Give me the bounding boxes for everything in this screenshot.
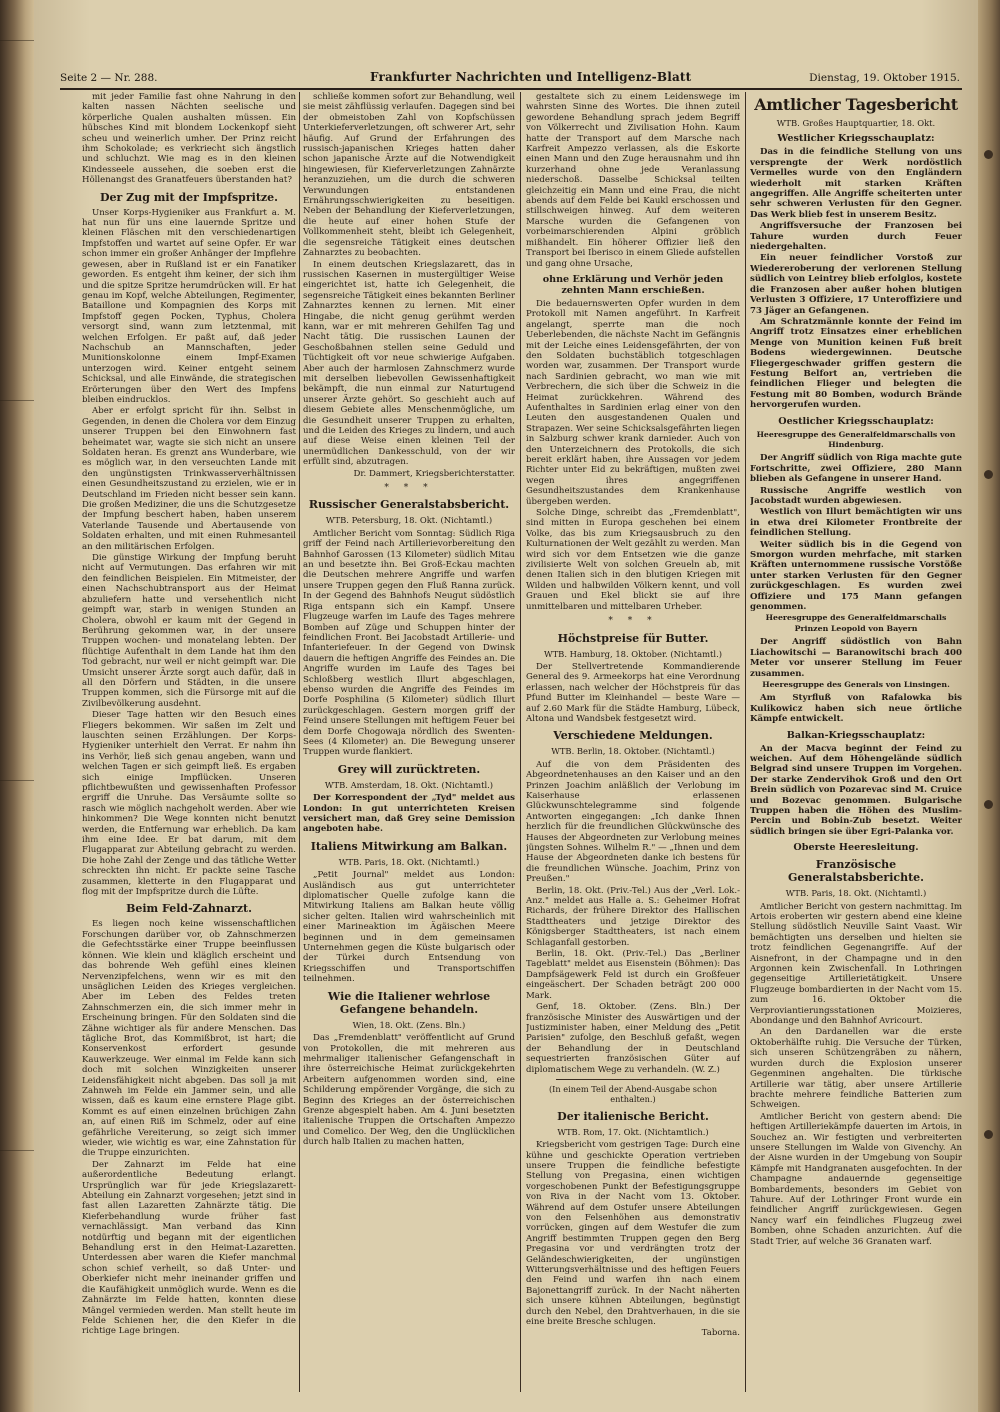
binding-hole — [984, 470, 993, 479]
article-text: Aber er erfolgt spricht für ihn. Selbst in Gegenden, in denen die Cholera vor dem Einzug unserer Truppen bei den Einwohnern fast beheimatet war, wagte sie sich nicht an unsere Soldaten heran. Es grenzt ans Wunderbare, wie es möglich war, in den verseuchten Lande mit den ungünstigsten Trinkwasserverhältnissen einen Gesundheitszustand zu erzielen, wie er in Deutschland im Frieden nicht besser sein kann. Die großen Mediziner, die uns die Schutzgesetze der Impfung beschert haben, haben unserem Vaterlande Tausende und Abertausende von Soldaten erhalten, und mit einen Ruhmesanteil an den militärischen Erfolgen. — [82, 406, 296, 552]
binding-hole — [984, 800, 993, 809]
dateline: WTB. Hamburg, 18. Oktober. (Nichtamtl.) — [543, 648, 723, 659]
article-text: Am Styrfluß von Rafalowka bis Kulikowicz haben sich neue örtliche Kämpfe entwickelt. — [750, 693, 962, 725]
headline-tagesbericht: Amtlicher Tagesbericht — [754, 95, 958, 114]
issue-date: Dienstag, 19. Oktober 1915. — [809, 72, 960, 84]
article-text: Solche Dinge, schreibt das „Fremdenblatt", sind mitten in Europa geschehen bei einem Volke, das bis zum Kriegsausbruch zu den Kulturnationen der Welt gezählt zu werden. Man wird sich vor dem Entsetzen wie die ganze zivilisierte Welt von solchen Greueln ab, mit denen Italien sich in den blutigen Kriegen mit Wilden und halbwilden Völkern kennt, und voll Grauen und Ekel blickt sie auf ihre unmittelbaren und mittelbaren Urheber. — [526, 508, 740, 612]
article-text: Es liegen noch keine wissenschaftlichen Forschungen darüber vor, ob Zahnschmerzen die Gefechtsstärke einer Truppe beeinflussen können. Wie klein und kläglich erscheint und das bohrende Weh gefühl eines kleinen Nervenzipfelchens, wenn wir es mit den unsäglichen Leiden des Krieges vergleichen. Aber im Leben des Feldes treten Zahnschmerzen ein, die sich immer mehr in Erscheinung bringen. Für den Soldaten sind die Zähne wichtiger als für andere Menschen. Das tägliche Brot, das Kommißbrot, ist hart; die Konservenkost erfordert gesunde Kauwerkzeuge. Wer einmal im Felde kann sich doch mit solchen Winzigkeiten unserer Leidensfähigkeit nicht abgeben. Das soll ja mit Zahnweh im Felde ein Jammer sein, und alle wissen, daß es kaum eine ernstere Plage gibt. Kommt es auf einen einzelnen brüchigen Zahn an, auf einen Riß im Schmelz, oder auf eine gefährliche Vereiterung, so zeigt sich immer wieder, wie wichtig es war, eine Zahnstation für die Truppe einzurichten. — [82, 919, 296, 1159]
dateline: Wien, 18. Okt. (Zens. Bln.) — [352, 1019, 466, 1030]
author-signature: Taborna. — [701, 1328, 740, 1339]
headline-verschiedene: Verschiedene Meldungen. — [553, 729, 713, 743]
section-leopold: Heeresgruppe des Generalfeldmarschalls Prinzen Leopold von Bayern — [765, 613, 947, 633]
article-text: Der Angriff südlich von Riga machte gute Fortschritte, zwei Offiziere, 280 Mann blieben als Gefangene in unserer Hand. — [750, 453, 962, 485]
headline-italiens-mitwirkung: Italiens Mitwirkung am Balkan. — [310, 839, 508, 853]
headline-gefangene: Wie die Italiener wehrlose Gefangene behandeln. — [327, 989, 491, 1016]
article-text: Angriffsversuche der Franzosen bei Tahure wurden durch Feuer niedergehalten. — [750, 221, 962, 253]
edition-note: (In einem Teil der Abend-Ausgabe schon enthalten.) — [548, 1083, 718, 1105]
article-text: Der Zahnarzt im Felde hat eine außerordentliche Bedeutung erlangt. Ursprünglich war für jede Kriegslazarett-Abteilung ein Zahnarzt vorgesehen; jetzt sind in fast allen Lazaretten Zahnärzte tätig. Die Kieferbehandlung wurde früher fast vernachlässigt. Man verband das Kinn notdürftig und begann mit der eigentlichen Behandlung erst in den Heimat-Lazaretten. Unterdessen aber waren die Kiefer manchmal schon schief verheilt, so daß Unter- und Oberkiefer nicht mehr ineinander griffen und die Kaufähigkeit unmöglich wurde. Wenn es die Zahnärzte im Felde hatten, konnten diese Mängel vermieden werden. Man stellt heute im Felde Schienen her, die den Kiefer in die richtige Lage bringen. — [82, 1159, 296, 1337]
article-text: Amtlicher Bericht von gestern nachmittag. Im Artois eroberten wir gestern abend eine kleine Stellung südöstlich Neuville Saint Vaast. Wir bemächtigten uns derselben und hielten sie trotz feindlichen Gegenangriffe. Auf der Aisnefront, in der Champagne und in den Argonnen kein Zwischenfall. In Lothringen gegenseitige Artillerietätigkeit. Unsere Flugzeuge bombardierten in der Nacht vom 15. zum 16. Oktober die Verproviantierungsstationen Moizieres, Abondange und den Bahnhof Avricourt. — [750, 901, 962, 1027]
signature-oberste-heeresleitung: Oberste Heeresleitung. — [793, 842, 919, 854]
column-4 — [750, 92, 962, 1392]
column-rule — [745, 92, 746, 1392]
dateline: WTB. Großes Hauptquartier, 18. Okt. — [776, 118, 936, 128]
article-text: Unser Korps-Hygieniker aus Frankfurt a. M. hat nun für uns eine lauernde Spritze und kleinen Fläschen mit den verschiedenartigen Impfstoffen und wartet auf seine Opfer. Er war schon immer ein großer Anhänger der Impflehre gewesen, aber in Rußland ist er ein Fanatiker geworden. Es entgeht ihm keiner, der sich ihm und die spitze Spritze herumdrücken will. Er hat genau im Kopf, welche Abteilungen, Regimenter, Bataillone und Kompagnien des Korps mit Impfstoff gegen Pocken, Typhus, Cholera versorgt sind, wann zum letztenmal, mit welchen Erfolgen. Er paßt auf, daß jeder Nachschub an Mannschaften, jeder Munitionskolonne einem Impf-Examen unterzogen wird. Keiner entgeht seinem Schicksal, und alle Einwände, die strategischen Erörterungen über den Wert des Impfens bleiben eindrucklos. — [82, 207, 296, 405]
article-text: Auf die von dem Präsidenten des Abgeordnetenhauses an den Kaiser und an den Prinzen Joachim anläßlich der Verlobung im Kaiserhause erlassenen Glückwunschtelegramme sind folgende Antworten eingegangen: „Ich danke Ihnen herzlich für die freundlichen Glückwünsche des Hauses der Abgeordneten zur Verlobung meines jüngsten Sohnes. Wilhelm R." — „Ihnen und dem Hause der Abgeordneten danke ich bestens für die freundlichen Wünsche. Joachim, Prinz von Preußen." — [526, 759, 740, 885]
article-text: Berlin, 18. Okt. (Priv.-Tel.) Das „Berliner Tageblatt" meldet aus Eisenstein (Böhmen): Das Dampfsägewerk Feld ist durch ein Großfeuer eingeäschert. Der Schaden beträgt 200 000 Mark. — [526, 949, 740, 1001]
subheadline-erschiessen: ohne Erklärung und Verhör jeden zehnten Mann erschießen. — [542, 273, 724, 296]
article-text: Am Schratzmännle konnte der Feind im Angriff trotz Einsatzes einer erheblichen Menge von Munition keinen Fuß breit Bodens wiedergewinnen. Deutsche Fliegergeschwader griffen gestern die Festung Belfort an, vertrieben die feindlichen Flieger und belegten die Festung mit 80 Bomben, wodurch Brände hervorgerufen wurden. — [750, 316, 962, 411]
page-edge — [978, 0, 1000, 1412]
headline-grey: Grey will zurücktreten. — [337, 762, 481, 776]
article-text: Dieser Tage hatten wir den Besuch eines Fliegers bekommen. Wir saßen im Zelt und lauschten seinen Erzählungen. Der Korps-Hygieniker unterhielt den Verrat. Er nahm ihn ins Verhör, ließ sich genau angeben, wann und welchen Tagen er sich geimpft ließ. Es ergaben sich einige Impflücken. Unseren pflichtbewußten und gewissenhaften Professor ergriff die Unruhe. Das Versäumte sollte so rasch wie möglich nachgeholt werden. Aber wie hinkommen? Die Wege konnten nicht benutzt werden, die Entfernung war erheblich. Da kam ihm eine Idee. Er bat darum, mit dem Flugapparat zur Abteilung gebracht zu werden. Die hohe Zahl der Zenge und das tätliche Wetter schreckten ihn nicht. Er packte seine Tasche zusammen, kletterte in den Flugapparat und flog mit der Impfspritze durch die Lüfte. — [82, 710, 296, 898]
article-text: Der Stellvertretende Kommandierende General des 9. Armeekorps hat eine Verordnung erlassen, nach welcher der Höchstpreis für das Pfund Butter im Kleinhandel — beste Ware — auf 2.60 Mark für die Städte Hamburg, Lübeck, Altona und Wandsbek festgesetzt wird. — [526, 661, 740, 724]
section-oestlich: Oestlicher Kriegsschauplatz: — [778, 415, 934, 427]
section-hindenburg: Heeresgruppe des Generalfeldmarschalls von Hindenburg. — [756, 429, 956, 449]
article-text: Die bedauernswerten Opfer wurden in dem Protokoll mit Namen angeführt. In Karfreit angelangt, sperrte man die noch Ueberlebenden, die nächste Nacht im Gefängnis mit der Leiche eines Leidensgefährten, der von den Soldaten buchstäblich totgeschlagen worden war, zusammen. Der Transport wurde nach Sardinien gebracht, wo man wie mit Verbrechern, die sich über die Schweiz in die Heimat zurückkehren. Während des Aufenthaltes in Sardinien erlag einer von den Leuten den ausgestandenen Qualen und Strapazen. Wer seine Schicksalsgefährten liegen in Salzburg schwer krank darnieder. Auch von den Unterzeichnern des Protokolls, die sich bereit erklärt haben, ihre Aussagen vor jedem Richter unter Eid zu bekräftigen, mußten zwei wegen ihres angegriffenen Gesundheitszustandes dem Krankenhause übergeben werden. — [526, 298, 740, 507]
column-2 — [303, 92, 515, 1392]
author-signature: Dr. Dammert, Kriegsberichterstatter. — [353, 468, 515, 479]
article-text: In einem deutschen Kriegslazarett, das in russischen Kasernen in mustergültiger Weise eingerichtet ist, hatte ich Gelegenheit, die segensreiche Tätigkeit eines bekannten Berliner Zahnarztes kennen zu lernen. Mit einer Hingabe, die nicht genug gerühmt werden kann, war er mit mehreren Gehilfen Tag und Nacht tätig. Die russischen Launen der Geschoßbahnen stellen seine Geduld und Tüchtigkeit oft vor neue schwierige Aufgaben. Aber auch der harmlosen Zahnschmerz wurde mit derselben liebevollen Gewissenhaftigkeit bekämpft, die nun einmal zur Naturtugend unserer Ärzte gehört. So geschieht auch auf diesem Gebiete alles Menschenmögliche, um die Gesundheit unserer Truppen zu erhalten, und die Leiden des Krieges zu lindern, und auch auf diese Weise einen kleinen Teil der unermüdlichen Dankesschuld, von der wir erfüllt sind, abzutragen. — [303, 259, 515, 468]
article-text: Berlin, 18. Okt. (Priv.-Tel.) Aus der „Verl. Lok.-Anz." meldet aus Halle a. S.: Geheimer Hofrat Richards, der frühere Direktor des Hallischen Stadttheaters und jetzige Direktor des Königsberger Stadttheaters, ist nach einem Schlaganfall gestorben. — [526, 885, 740, 948]
binding-hole — [984, 150, 993, 159]
article-text: Das „Fremdenblatt" veröffentlicht auf Grund von Protokollen, die mit mehreren aus mehrmaliger italienischer Gefangenschaft in ihre österreichische Heimat zurückgekehrten Arbeitern aufgenommen worden sind, eine Schilderung empörender Vorgänge, die sich zu Beginn des Krieges an der österreichischen Grenze abgespielt haben. Am 4. Juni besetzten italienische Truppen die Ortschaften Ampezzo und Comelico. Der Weg, den die Unglücklichen durch halb Italien zu machen hatten, — [303, 1033, 515, 1148]
page-number: Seite 2 — Nr. 288. — [60, 72, 158, 84]
article-text: Das in die feindliche Stellung von uns versprengte der Werk nordöstlich Vermelles wurde von den Engländern wiederholt mit starken Kräften angegriffen. Alle Angriffe scheiterten unter sehr schweren Verlusten für den Gegner. Das Werk blieb fest in unserem Besitz. — [750, 147, 962, 220]
article-text: An den Dardanellen war die erste Oktoberhälfte ruhig. Die Versuche der Türken, sich unseren Schützengräben zu nähern, wurden durch die Explosion unserer Gegenminen angehalten. Die türkische Artillerie war tätig, aber unsere Artillerie brachte mehrere feindliche Batterien zum Schweigen. — [750, 1027, 962, 1111]
article-text: Die günstige Wirkung der Impfung beruht nicht auf Vermutungen. Das erfahren wir mit den feindlichen Beispielen. Ein Mitmeister, der einen Nachschubtransport aus der Heimat abzuliefern hatte und versehentlich nicht geimpft war, starb in wenigen Stunden an Cholera, obwohl er kaum mit der Gegend in Berührung gekommen war, in der unsere Truppen wochen- und monatelang lebten. Der flüchtige Aufenthalt in dem Lande hat ihm den Tod gebracht, nur weil er nicht geimpft war. Die Umsicht unserer Ärzte sorgt auch dafür, daß in all den Dörfern und Städten, in die unsere Truppen kommen, sich die Fürsorge mit auf die Zivilbevölkerung ausdehnt. — [82, 553, 296, 709]
article-text: Der Korrespondent der „Tyd" meldet aus London: In gut unterrichteten Kreisen versichert man, daß Grey seine Demission angeboten habe. — [303, 793, 515, 835]
dateline: WTB. Paris, 18. Okt. (Nichtamtl.) — [338, 856, 480, 867]
headline-franzoesische: Französische Generalstabsberichte. — [787, 858, 925, 885]
separator-stars: * * * — [384, 483, 434, 494]
article-text: Amtlicher Bericht vom Sonntag: Südlich Riga griff der Feind nach Artillerievorbereitung den Bahnhof Garossen (13 Kilometer) südlich Mitau an und besetzte ihn. Bei Groß-Eckau machten die Deutschen mehrere Angriffe und warfen unsere Truppen gegen den Fluß Ranna zurück. In der Gegend des Bahnhofs Neugut südöstlich Riga entspann sich ein Kampf. Unsere Flugzeuge warfen im Laufe des Tages mehrere Bomben auf Züge und Schuppen hinter der feindlichen Front. Bei Jacobstadt Artillerie- und Infanteriefeuer. In der Gegend von Dwinsk dauern die heftigen Angriffe des Feindes an. Die Angriffe wurden im Laufe des Tages bei Schloßberg westlich Illurt abgeschlagen, ebenso wurden die Angriffe des Feindes im Dorfe Posphilina (5 Kilometer) südlich Illurt zurückgeschlagen. Gestern morgen griff der Feind unsere Stellungen mit heftigem Feuer bei dem Dorfe Chogowaja nördlich des Swenten-Sees (4 Kilometer) an. Die Bewegung unserer Truppen wurde flankiert. — [303, 528, 515, 758]
article-text: Ein neuer feindlicher Vorstoß zur Wiedereroberung der verlorenen Stellung südlich von Leintrey blieb erfolglos, kostete die Franzosen aber außer hohen blutigen Verlusten 3 Offiziere, 17 Unteroffiziere und 73 Jäger an Gefangenen. — [750, 253, 962, 316]
headline-impfspritze: Der Zug mit der Impfspritze. — [100, 190, 278, 204]
separator-stars: * * * — [608, 616, 658, 627]
headline-russischer-bericht: Russischer Generalstabsbericht. — [308, 498, 510, 512]
headline-italienischer-bericht: Der italienische Bericht. — [557, 1109, 709, 1123]
headline-feld-zahnarzt: Beim Feld-Zahnarzt. — [126, 902, 252, 916]
article-text: mit jeder Familie fast ohne Nahrung in den kalten nassen Nächten seelische und körperliche Qualen aushalten müssen. Ein hübsches Kind mit blondem Lockenkopf sieht scheu und weinerlich umher. Der Prinz reicht ihm Schokolade; es verkriecht sich ängstlich und schluchzt. Wie mag es in den kleinen Kindesseele aussehen, die soeben erst die Höllenangst des Granatfeuers überstanden hat? — [82, 92, 296, 186]
dateline: WTB. Rom, 17. Okt. (Nichtamtlich.) — [557, 1126, 709, 1137]
section-balkan: Balkan-Kriegsschauplatz: — [786, 729, 926, 741]
header-rule — [60, 88, 962, 90]
article-text: Genf, 18. Oktober. (Zens. Bln.) Der französische Minister des Auswärtigen und der Justizminister haben, einer Meldung des „Petit Parisien" zufolge, den Beschluß gefaßt, wegen der Behandlung der in Deutschland sequestrierten französischen Güter auf diplomatischem Wege zu verhandeln. (W. Z.) — [526, 1002, 740, 1075]
article-text: An der Macva beginnt der Feind zu weichen. Auf dem Höhengelände südlich Belgrad sind unsere Truppen im Vorgehen. Der starke Zendervihok Groß und den Ort Brein südlich von Pozarevac sind M. Cruice und Bozevac genommen. Bulgarische Truppen haben die Höhen des Muslim-Percin und Bobin-Zub besetzt. Weiter südlich bringen sie über Egri-Palanka vor. — [750, 743, 962, 837]
dateline: WTB. Amsterdam, 18. Okt. (Nichtamtl.) — [324, 779, 494, 790]
section-linsingen: Heeresgruppe des Generals von Linsingen. — [762, 679, 950, 689]
headline-hoechstpreise: Höchstpreise für Butter. — [557, 631, 709, 645]
article-text: schließe kommen sofort zur Behandlung, weil sie meist zähflüssig verlaufen. Dagegen sind bei der obmeistoben Zahl von Kopfschüssen Unterkieferverletzungen, oft schwerer Art, sehr häufig. Auf Grund der Erfahrungen des russisch-japanischen Krieges hatten daher schon japanische Ärzte auf die Notwendigkeit hingewiesen, für Kieferverletzungen Zahnärzte heranzuziehen, um die durch die schweren Verwundungen entstandenen Ernährungsschwierigkeiten zu beseitigen. Neben der Behandlung der Kieferverletzungen, die heute auf einer hohen Stufe der Vollkommenheit steht, bleibt ich Gelegenheit, die segensreiche Tätigkeit eines deutschen Zahnarztes zu beobachten. — [303, 92, 515, 259]
article-text: Westlich von Illurt bemächtigten wir uns in etwa drei Kilometer Frontbreite der feindlichen Stellung. — [750, 507, 962, 539]
article-text: Der Angriff südöstlich von Bahn Liachowitschi — Baranowitschi brach 400 Meter vor unserer Stellung im Feuer zusammen. — [750, 637, 962, 679]
column-3 — [526, 92, 740, 1392]
divider — [556, 1079, 710, 1080]
article-text: Kriegsbericht vom gestrigen Tage: Durch eine kühne und geschickte Operation vertrieben unsere Truppen die feindliche befestigte Stellung von Pregasina, einen wichtigen vorgeschobenen Punkt der Befestigungsgruppe von Riva in der Nacht vom 13. Oktober. Während auf dem Ostufer unsere Abteilungen von den Felsenhöhen aus demonstrativ vorrücken, gingen auf dem Westufer die zum Angriff bestimmten Truppen gegen den Berg Pregasina vor und verdrängten trotz der Geländeschwierigkeiten, der ungünstigen Witterungsverhältnisse und des heftigen Feuers den Feind und warfen ihn nach einem Bajonettangriff zurück. In der Nacht näherten sich unsere kühnen Abteilungen, begünstigt durch den Nebel, den Drahtverhauen, in die sie eine breite Bresche schlugen. — [526, 1140, 740, 1328]
page-header — [60, 70, 960, 88]
binding-hole — [984, 1130, 993, 1139]
article-text: Russische Angriffe westlich von Jacobstadt wurden abgewiesen. — [750, 485, 962, 506]
article-text: Amtlicher Bericht von gestern abend: Die heftigen Artilleriekämpfe dauerten im Artois, in Souchez an. Wir festigten und verbreiterten unsere Stellungen im Walde von Givenchy. An der Aisne wurden in der Umgebung von Soupir Kämpfe mit Handgranaten ausgefochten. In der Champagne andauernde gegenseitige Bombardements, besonders im Gebiet von Tahure. Auf der Lothringer Front wurde ein feindlicher Angriff zurückgewiesen. Gegen Nancy warf ein feindliches Flugzeug zwei Bomben, ohne Schaden anzurichten. Auf die Stadt Trier, auf welche 36 Granaten warf. — [750, 1111, 962, 1247]
column-rule — [299, 92, 300, 1392]
book-binding — [0, 0, 34, 1412]
dateline: WTB. Berlin, 18. Oktober. (Nichtamtl.) — [551, 746, 715, 757]
newspaper-title: Frankfurter Nachrichten und Intelligenz-Blatt — [370, 70, 692, 84]
column-1 — [82, 92, 296, 1392]
section-westlich: Westlicher Kriegsschauplatz: — [777, 133, 935, 145]
dateline: WTB. Petersburg, 18. Okt. (Nichtamtl.) — [325, 515, 493, 526]
dateline: WTB. Paris, 18. Okt. (Nichtamtl.) — [785, 888, 927, 899]
column-rule — [520, 92, 521, 1392]
article-text: „Petit Journal" meldet aus London: Ausländisch aus gut unterrichteter diplomatischer Quelle zufolge kann die Mitwirkung Italiens am Balkan heute völlig sicher gelten. Italien wird wahrscheinlich mit einer Marineaktion im Ägäischen Meere beginnen und in dem gemeinsamen Unternehmen gegen die Küste bulgarisch oder der Türkei durch Entsendung von Kriegsschiffen und Transportschiffen teilnehmen. — [303, 870, 515, 985]
article-text: gestaltete sich zu einem Leidenswege im wahrsten Sinne des Wortes. Die ihnen zuteil gewordene Behandlung sprach jedem Begriff von Völkerrecht und Zivilisation Hohn. Kaum hatte der Transport auf dem Marsche nach Karfreit Ampezzo verlassen, als die Eskorte einen Mann und den Zuge herausnahm und ihn kurzerhand ohne jede Veranlassung niederschoß. Dasselbe Schicksal teilten gleichzeitig ein Mann und eine Frau, die nicht abends auf dem Felde bei Kaukl erschossen und stillschweigen hinweg. Auf dem weiteren Marsche wurden die Gefangenen von vorbeimarschierenden Alpini gröblich mißhandelt. Ein höherer Offizier ließ den Transport bei Iberisco in einem Gliede aufstellen und gang ohne Ursache, — [526, 92, 740, 269]
article-text: Weiter südlich bis in die Gegend von Smorgon wurden mehrfache, mit starken Kräften unternommene russische Vorstöße unter starken Verlusten für den Gegner zurückgeschlagen. Es wurden zwei Offiziere und 175 Mann gefangen genommen. — [750, 539, 962, 613]
